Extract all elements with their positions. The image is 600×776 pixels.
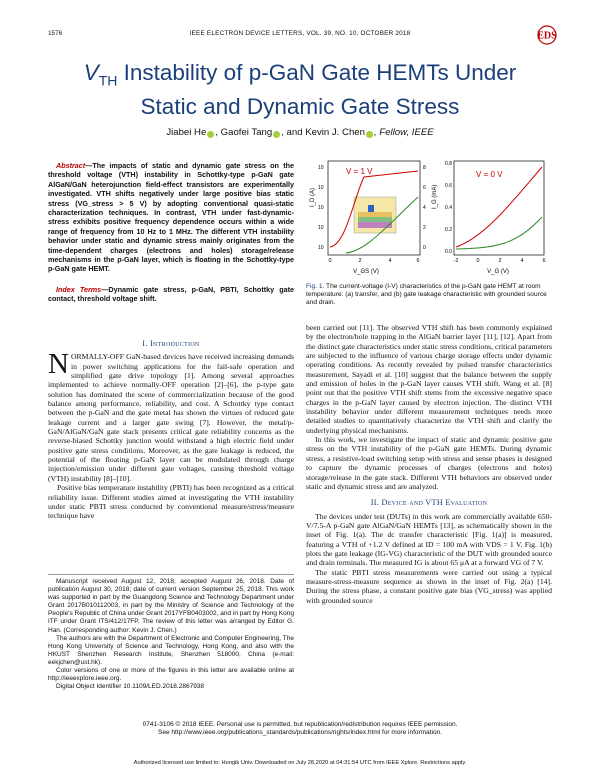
figure-1b: [432, 161, 546, 275]
intro-paragraph-2: Positive bias temperature instability (PBTI) has been recognized as a critical reliability issue. Different studies aimed at investigating the VTH instability under static PBTI stress conducted by conventional measure/stress/measure technique have: [48, 483, 294, 521]
intro-paragraph-1: NORMALLY-OFF GaN-based devices have received increasing demands in power switching applications for the fail-safe operation and simplified gate drive topology [1]. Among several approaches implemented to achieve normally-OFF operation [2]–[6], the p-type gate solution has dominated the scene of commercialization because of the good balance among performance, reliability, and cost. A Schottky type contact between the p-GaN and the gate metal has shown the virtues of reduced gate leakage current and a larger gate swing [7]. However, the metal/p-GaN/AlGaN/GaN gate stack presents critical gate reliability concerns as the reverse-biased Schottky junction would withstand a high electric field under positive gate stress conditions. Moreover, as the gate leakage is reduced, the potential of the floating p-GaN layer can be modulated through charge injection/emission under different gate voltages, causing threshold voltage (VTH) instability [8]–[10].: [48, 348, 294, 483]
paper-title: [48, 60, 552, 119]
fig1b-annotation: V = 0 V: [476, 170, 503, 179]
caption-text: The current-voltage (I-V) characteristics of the p-GaN gate HEMT at room temperature: (a) transfer, and (b) gate leakage characteristic with grounded source and drain.: [306, 283, 547, 306]
tick-label: 6: [542, 258, 546, 264]
fig1b-ylabel: I_G (mA): [432, 184, 438, 209]
tick-label: 0.6: [445, 183, 452, 189]
index-terms-label: Index Terms: [56, 285, 102, 294]
fig1b-yticks: [445, 161, 452, 255]
left-column: [48, 339, 294, 521]
journal-name: IEEE ELECTRON DEVICE LETTERS, VOL. 39, NO. 10, OCTOBER 2018: [189, 30, 411, 37]
title-line2: Static and Dynamic Gate Stress: [140, 93, 460, 119]
author-role: , Fellow, IEEE: [373, 127, 434, 138]
tick-label: 8: [423, 165, 426, 171]
tick-label: 4: [520, 258, 524, 264]
author-3: , and Kevin J. Chen: [281, 127, 365, 138]
orcid-icon[interactable]: [366, 131, 373, 138]
tick-label: 0: [328, 258, 332, 264]
tick-label: 4: [388, 258, 392, 264]
tick-label: 10: [318, 205, 324, 211]
title-v: V: [83, 60, 99, 85]
footnote: [48, 578, 294, 691]
tick-label: 2: [358, 258, 362, 264]
tick-label: 4: [423, 205, 426, 211]
intro-paragraph-3: been carried out [11]. The observed VTH shift has been commonly explained by the electron/hole trapping in the AlGaN barrier layer [11], [12]. Apart from the distinct gate characteristics under static stress conditions, critical parameters are subjected to the influence of various charge storage effects under dynamic operating conditions. As recently revealed by pulsed transfer characteristics measurement, Sayadi et al. [10] suggest that the balance between the supply and emission of holes in the p-GaN layer causes VTH shift. Wang et al. [8] point out that the positive VTH shift stems from the excessive negative space charges in the p-GaN layer caused by electron injection. The distinct VTH instability behavior under different measurement techniques needs more detailed studies to quantitatively characterize the VTH shift and clarify the underlying physical mechanisms.: [306, 323, 552, 435]
index-terms: [48, 285, 294, 304]
section-heading-introduction: I. Introduction: [142, 339, 200, 348]
tick-label: 10: [318, 185, 324, 191]
abstract-text: —The impacts of static and dynamic gate stress on the threshold voltage (VTH) instability in Schottky-type p-GaN gate AlGaN/GaN heterojunction field-effect transistors are experimentally investigated. VTH shifts negatively under large positive bias static stress (VG_stress > 5 V) by adopting conventional quasi-static characterization techniques. In contrast, VTH under fast-dynamic-stress exhibits positive frequency dependence occurs within a wide range of frequency from 10 Hz to 1 MHz. The different VTH instability behavior under static and dynamic stress mainly originates from the time-dependent charges (electrons and holes) storage/release mechanisms in the p-GaN layer, which is floating in the Schottky-type p-GaN gate HEMT.: [48, 161, 294, 274]
title-line1: Instability of p-GaN Gate HEMTs Under: [117, 60, 517, 85]
tick-label: -2: [453, 258, 459, 264]
figure-1: [306, 157, 552, 277]
authorized-use-notice: Authorized licensed use limited to: Hongik Univ. Downloaded on July 28,2020 at 04:31:54 UTC from IEEE Xplore. Restrictions apply.: [133, 760, 467, 766]
logo-text: EDS: [537, 30, 557, 42]
tick-label: 6: [423, 185, 426, 191]
tick-label: 0.2: [445, 227, 452, 233]
footnote-manuscript: Manuscript received August 12, 2018; accepted August 26, 2018. Date of publication August 30, 2018; date of current version September 25, 2018. This work was supported in part by the Guangdong Science and Technology Department under Grant 2017B010112003, in part by the Ministry of Science and Technology of the People's Republic of China under Grant 2017YFB0403002, and in part by Hong Kong ITF under Grant ITS/412/17FP. The review of this letter was arranged by Editor G. Han. (Corresponding author: Kevin J. Chen.): [48, 578, 294, 634]
copyright-line-2[interactable]: See http://www.ieee.org/publications_standards/publications/rights/index.html for more information.: [158, 729, 442, 737]
figure-1a: [310, 161, 426, 275]
fig1b-xlabel: V_G (V): [487, 269, 509, 275]
tick-label: 0.4: [445, 205, 452, 211]
section-heading-device: II. Device and VTH Evaluation: [370, 498, 488, 508]
author-list: Jiabei He , Gaofei Tang , and Kevin J. Chen , Fellow, IEEE: [166, 127, 434, 138]
tick-label: 0: [476, 258, 480, 264]
tick-label: 2: [423, 225, 426, 231]
right-column: [306, 323, 552, 605]
fig1a-annotation: V = 1 V: [346, 167, 373, 176]
title-sub: TH: [98, 72, 118, 89]
orcid-icon[interactable]: [273, 131, 280, 138]
author-2: Gaofei Tang: [220, 127, 273, 138]
fig1a-xticks: [328, 258, 419, 264]
fig1a-xlabel: V_GS (V): [353, 269, 379, 275]
tick-label: 0: [423, 245, 426, 251]
gate-leakage-curve: [456, 217, 542, 249]
footnote-color: Color versions of one or more of the figures in this letter are available online at http://ieeexplore.ieee.org.: [48, 667, 294, 683]
copyright-notice: [48, 721, 552, 737]
fig1a-ylabel: I_D (A): [310, 187, 316, 207]
footnote-affiliation: The authors are with the Department of Electronic and Computer Engineering, The Hong Kong University of Science and Technology, Hong Kong, and also with the HKUST Shenzhen Research Institute, Shenzhen 518000, China (e-mail: eekjchen@ust.hk).: [48, 634, 294, 666]
caption-label: Fig. 1.: [306, 283, 325, 290]
device-paragraph-2: The static PBTI stress measurements were carried out using a typical measure-stress-measure sequence as shown in the inset of Fig. 2(a) [14]. During the stress phase, a constant positive gate bias (VG_stress) was applied with grounded source: [306, 567, 552, 605]
tick-label: 10: [318, 225, 324, 231]
figure-1-caption: [306, 283, 552, 307]
abstract: [48, 161, 294, 274]
footnote-rule: [48, 574, 294, 575]
copyright-line-1: 0741-3106 © 2018 IEEE. Personal use is permitted, but republication/redistribution requires IEEE permission.: [142, 721, 458, 728]
index-terms-text: —Dynamic gate stress, p-GaN, PBTI, Schottky gate contact, threshold voltage shift.: [48, 285, 294, 304]
eds-logo: [532, 24, 562, 46]
tick-label: 0.8: [445, 161, 452, 167]
intro-paragraph-4: In this work, we investigate the impact of static and dynamic positive gate stress on the VTH instability of the p-GaN gate HEMTs. During dynamic stress, a resistive-load switching setup with stress and sense phases is designed to capture the dynamic processes of charges (electrons and holes) storage/release in the gate stack. Different VTH behaviors are observed under static and dynamic stress and are analyzed.: [306, 435, 552, 491]
tick-label: 6: [416, 258, 420, 264]
drop-cap: N: [48, 348, 69, 381]
tick-label: 2: [498, 258, 502, 264]
tick-label: 10: [318, 245, 324, 251]
gate-leakage-log-curve: [456, 167, 542, 247]
author-1: Jiabei He: [166, 127, 207, 138]
tick-label: 10: [318, 165, 324, 171]
fig1b-xticks: [454, 258, 546, 264]
orcid-icon[interactable]: [207, 131, 214, 138]
footnote-doi: Digital Object Identifier 10.1109/LED.2018.2867938: [56, 683, 205, 691]
page-number: 1576: [48, 30, 63, 37]
tick-label: 0.0: [445, 249, 452, 255]
abstract-label: Abstract: [56, 161, 86, 170]
device-paragraph-1: The devices under test (DUTs) in this work are commercially available 650-V/7.5-A p-GaN gate AlGaN/GaN HEMTs [13], as schematically shown in the inset of Fig. 1(a). The dc transfer characteristic [Fig. 1(a)] is measured, featuring a VTH of +1.2 V defined at ID = 100 mA with VDS = 1 V. Fig. 1(b) plots the gate leakage (IG-VG) characteristic of the DUT with grounded source and drain terminals. The measured IG is about 65 μA at a forward VG of 7 V.: [306, 511, 552, 568]
